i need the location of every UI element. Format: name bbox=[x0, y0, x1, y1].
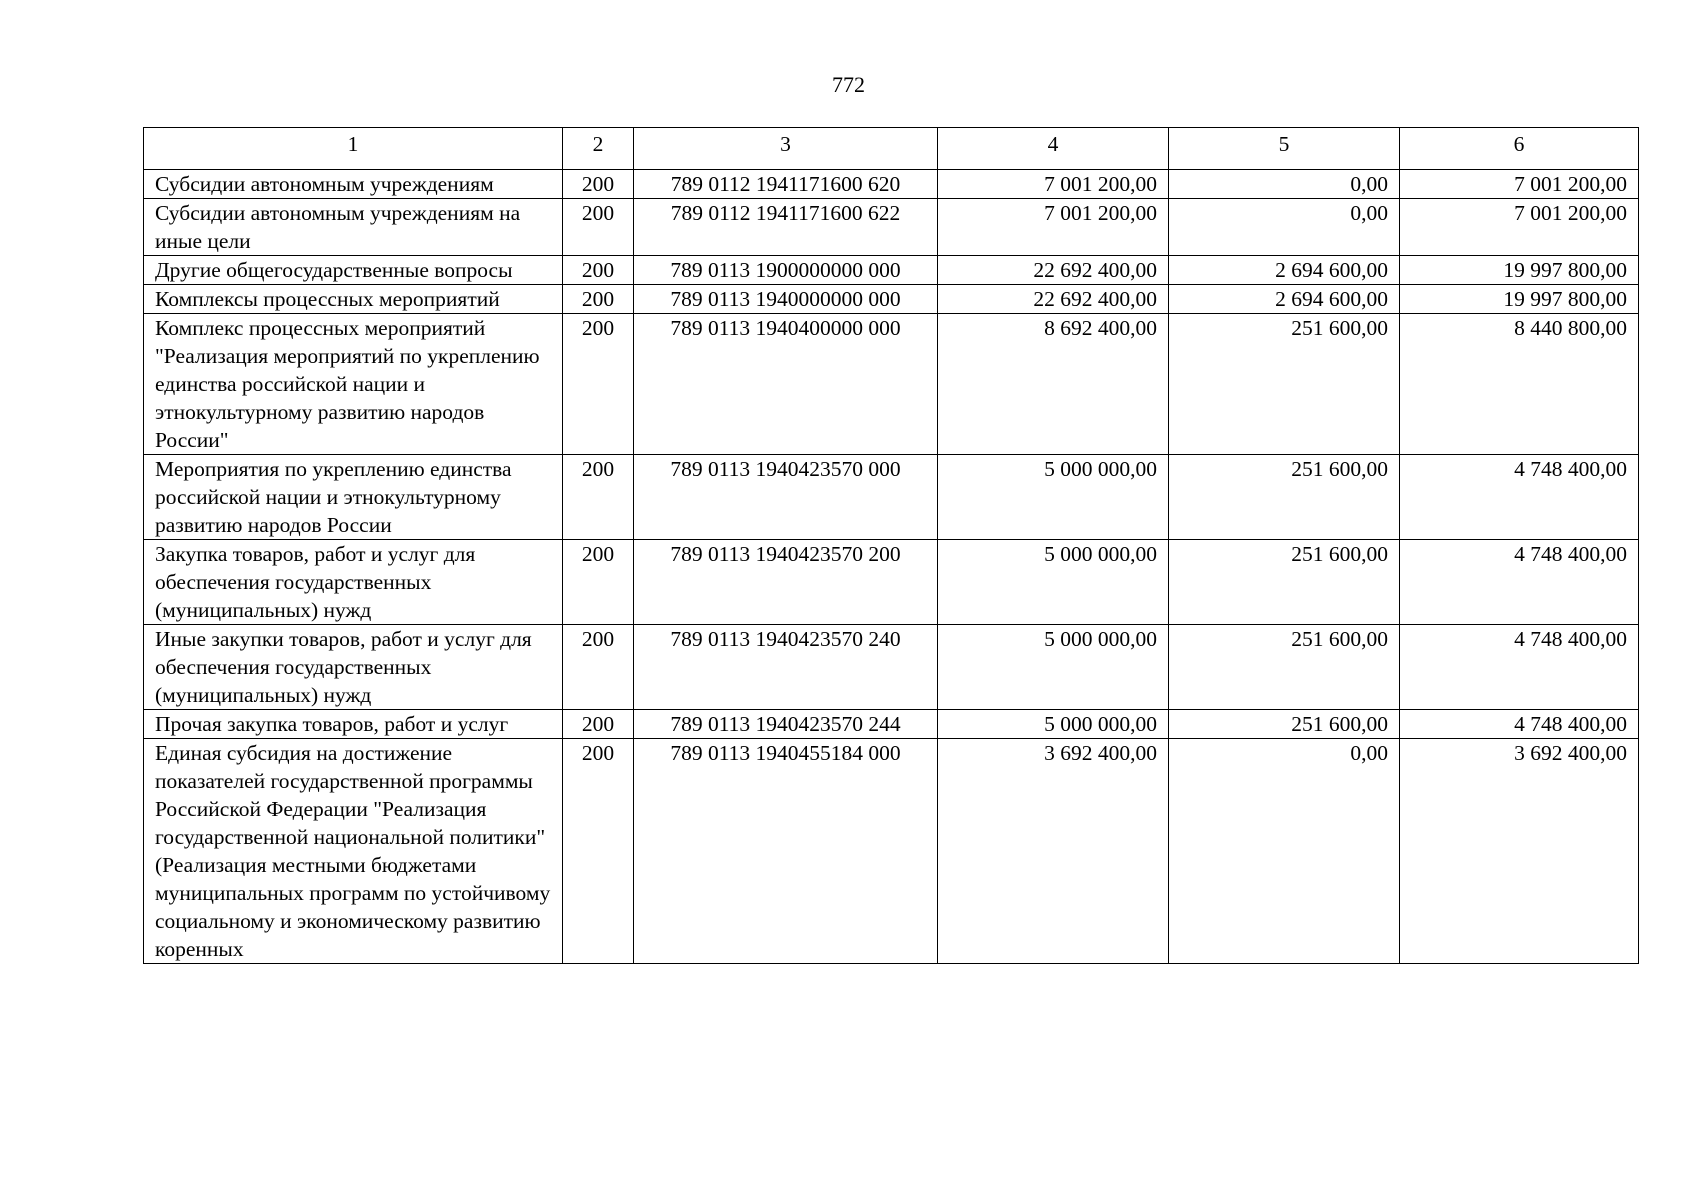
row-code: 200 bbox=[563, 314, 634, 455]
row-code: 200 bbox=[563, 256, 634, 285]
table-row bbox=[144, 625, 1639, 710]
row-col6: 4 748 400,00 bbox=[1400, 455, 1639, 540]
row-col6: 4 748 400,00 bbox=[1400, 710, 1639, 739]
row-col5: 251 600,00 bbox=[1169, 314, 1400, 455]
table-row bbox=[144, 170, 1639, 199]
row-col6: 19 997 800,00 bbox=[1400, 285, 1639, 314]
row-kbk: 789 0113 1940423570 000 bbox=[634, 455, 938, 540]
row-col6: 8 440 800,00 bbox=[1400, 314, 1639, 455]
row-col4: 7 001 200,00 bbox=[938, 199, 1169, 256]
row-col6: 19 997 800,00 bbox=[1400, 256, 1639, 285]
row-col4: 5 000 000,00 bbox=[938, 710, 1169, 739]
row-code: 200 bbox=[563, 739, 634, 964]
row-kbk: 789 0113 1940455184 000 bbox=[634, 739, 938, 964]
column-header-6: 6 bbox=[1400, 128, 1639, 170]
column-header-2: 2 bbox=[563, 128, 634, 170]
row-kbk: 789 0113 1940400000 000 bbox=[634, 314, 938, 455]
row-kbk: 789 0113 1940423570 200 bbox=[634, 540, 938, 625]
row-code: 200 bbox=[563, 199, 634, 256]
row-col4: 22 692 400,00 bbox=[938, 256, 1169, 285]
row-name: Субсидии автономным учреждениям на иные цели bbox=[144, 199, 563, 256]
row-col5: 2 694 600,00 bbox=[1169, 256, 1400, 285]
row-code: 200 bbox=[563, 540, 634, 625]
row-name: Закупка товаров, работ и услуг для обеспечения государственных (муниципальных) нужд bbox=[144, 540, 563, 625]
table-row bbox=[144, 199, 1639, 256]
row-col4: 5 000 000,00 bbox=[938, 455, 1169, 540]
row-kbk: 789 0113 1940423570 244 bbox=[634, 710, 938, 739]
row-col6: 7 001 200,00 bbox=[1400, 170, 1639, 199]
header-row bbox=[144, 128, 1639, 170]
row-name: Иные закупки товаров, работ и услуг для обеспечения государственных (муниципальных) нужд bbox=[144, 625, 563, 710]
table-row bbox=[144, 455, 1639, 540]
row-name: Субсидии автономным учреждениям bbox=[144, 170, 563, 199]
row-col5: 251 600,00 bbox=[1169, 455, 1400, 540]
row-kbk: 789 0113 1940423570 240 bbox=[634, 625, 938, 710]
table-row bbox=[144, 540, 1639, 625]
row-col6: 4 748 400,00 bbox=[1400, 540, 1639, 625]
table-row bbox=[144, 739, 1639, 964]
column-header-4: 4 bbox=[938, 128, 1169, 170]
table-body bbox=[144, 170, 1639, 964]
row-code: 200 bbox=[563, 285, 634, 314]
row-name: Другие общегосударственные вопросы bbox=[144, 256, 563, 285]
column-header-3: 3 bbox=[634, 128, 938, 170]
row-code: 200 bbox=[563, 170, 634, 199]
row-col4: 8 692 400,00 bbox=[938, 314, 1169, 455]
row-col4: 5 000 000,00 bbox=[938, 625, 1169, 710]
table-row bbox=[144, 314, 1639, 455]
row-col5: 0,00 bbox=[1169, 199, 1400, 256]
row-col5: 0,00 bbox=[1169, 170, 1400, 199]
column-header-1: 1 bbox=[144, 128, 563, 170]
row-col5: 251 600,00 bbox=[1169, 710, 1400, 739]
row-col5: 2 694 600,00 bbox=[1169, 285, 1400, 314]
row-col6: 3 692 400,00 bbox=[1400, 739, 1639, 964]
row-code: 200 bbox=[563, 455, 634, 540]
row-name: Мероприятия по укреплению единства российской нации и этнокультурному развитию народов России bbox=[144, 455, 563, 540]
table-row bbox=[144, 285, 1639, 314]
row-col5: 251 600,00 bbox=[1169, 540, 1400, 625]
row-col4: 22 692 400,00 bbox=[938, 285, 1169, 314]
row-kbk: 789 0113 1940000000 000 bbox=[634, 285, 938, 314]
row-name: Комплекс процессных мероприятий "Реализация мероприятий по укреплению единства российской нации и этнокультурному развитию народов России" bbox=[144, 314, 563, 455]
row-code: 200 bbox=[563, 625, 634, 710]
row-col6: 4 748 400,00 bbox=[1400, 625, 1639, 710]
column-header-5: 5 bbox=[1169, 128, 1400, 170]
table-row bbox=[144, 256, 1639, 285]
table-header bbox=[144, 128, 1639, 170]
row-code: 200 bbox=[563, 710, 634, 739]
row-col4: 7 001 200,00 bbox=[938, 170, 1169, 199]
row-kbk: 789 0113 1900000000 000 bbox=[634, 256, 938, 285]
row-col4: 5 000 000,00 bbox=[938, 540, 1169, 625]
row-col6: 7 001 200,00 bbox=[1400, 199, 1639, 256]
row-name: Прочая закупка товаров, работ и услуг bbox=[144, 710, 563, 739]
row-col4: 3 692 400,00 bbox=[938, 739, 1169, 964]
table-row bbox=[144, 710, 1639, 739]
row-col5: 251 600,00 bbox=[1169, 625, 1400, 710]
row-name: Комплексы процессных мероприятий bbox=[144, 285, 563, 314]
budget-table bbox=[143, 127, 1639, 964]
row-col5: 0,00 bbox=[1169, 739, 1400, 964]
row-kbk: 789 0112 1941171600 622 bbox=[634, 199, 938, 256]
page-number: 772 bbox=[832, 72, 865, 97]
row-name: Единая субсидия на достижение показателей государственной программы Российской Федерации "Реализация государственной национальной политики" (Реализация местными бюджетами муниципальных программ по устойчивому социальному и экономическому развитию коренных bbox=[144, 739, 563, 964]
row-kbk: 789 0112 1941171600 620 bbox=[634, 170, 938, 199]
